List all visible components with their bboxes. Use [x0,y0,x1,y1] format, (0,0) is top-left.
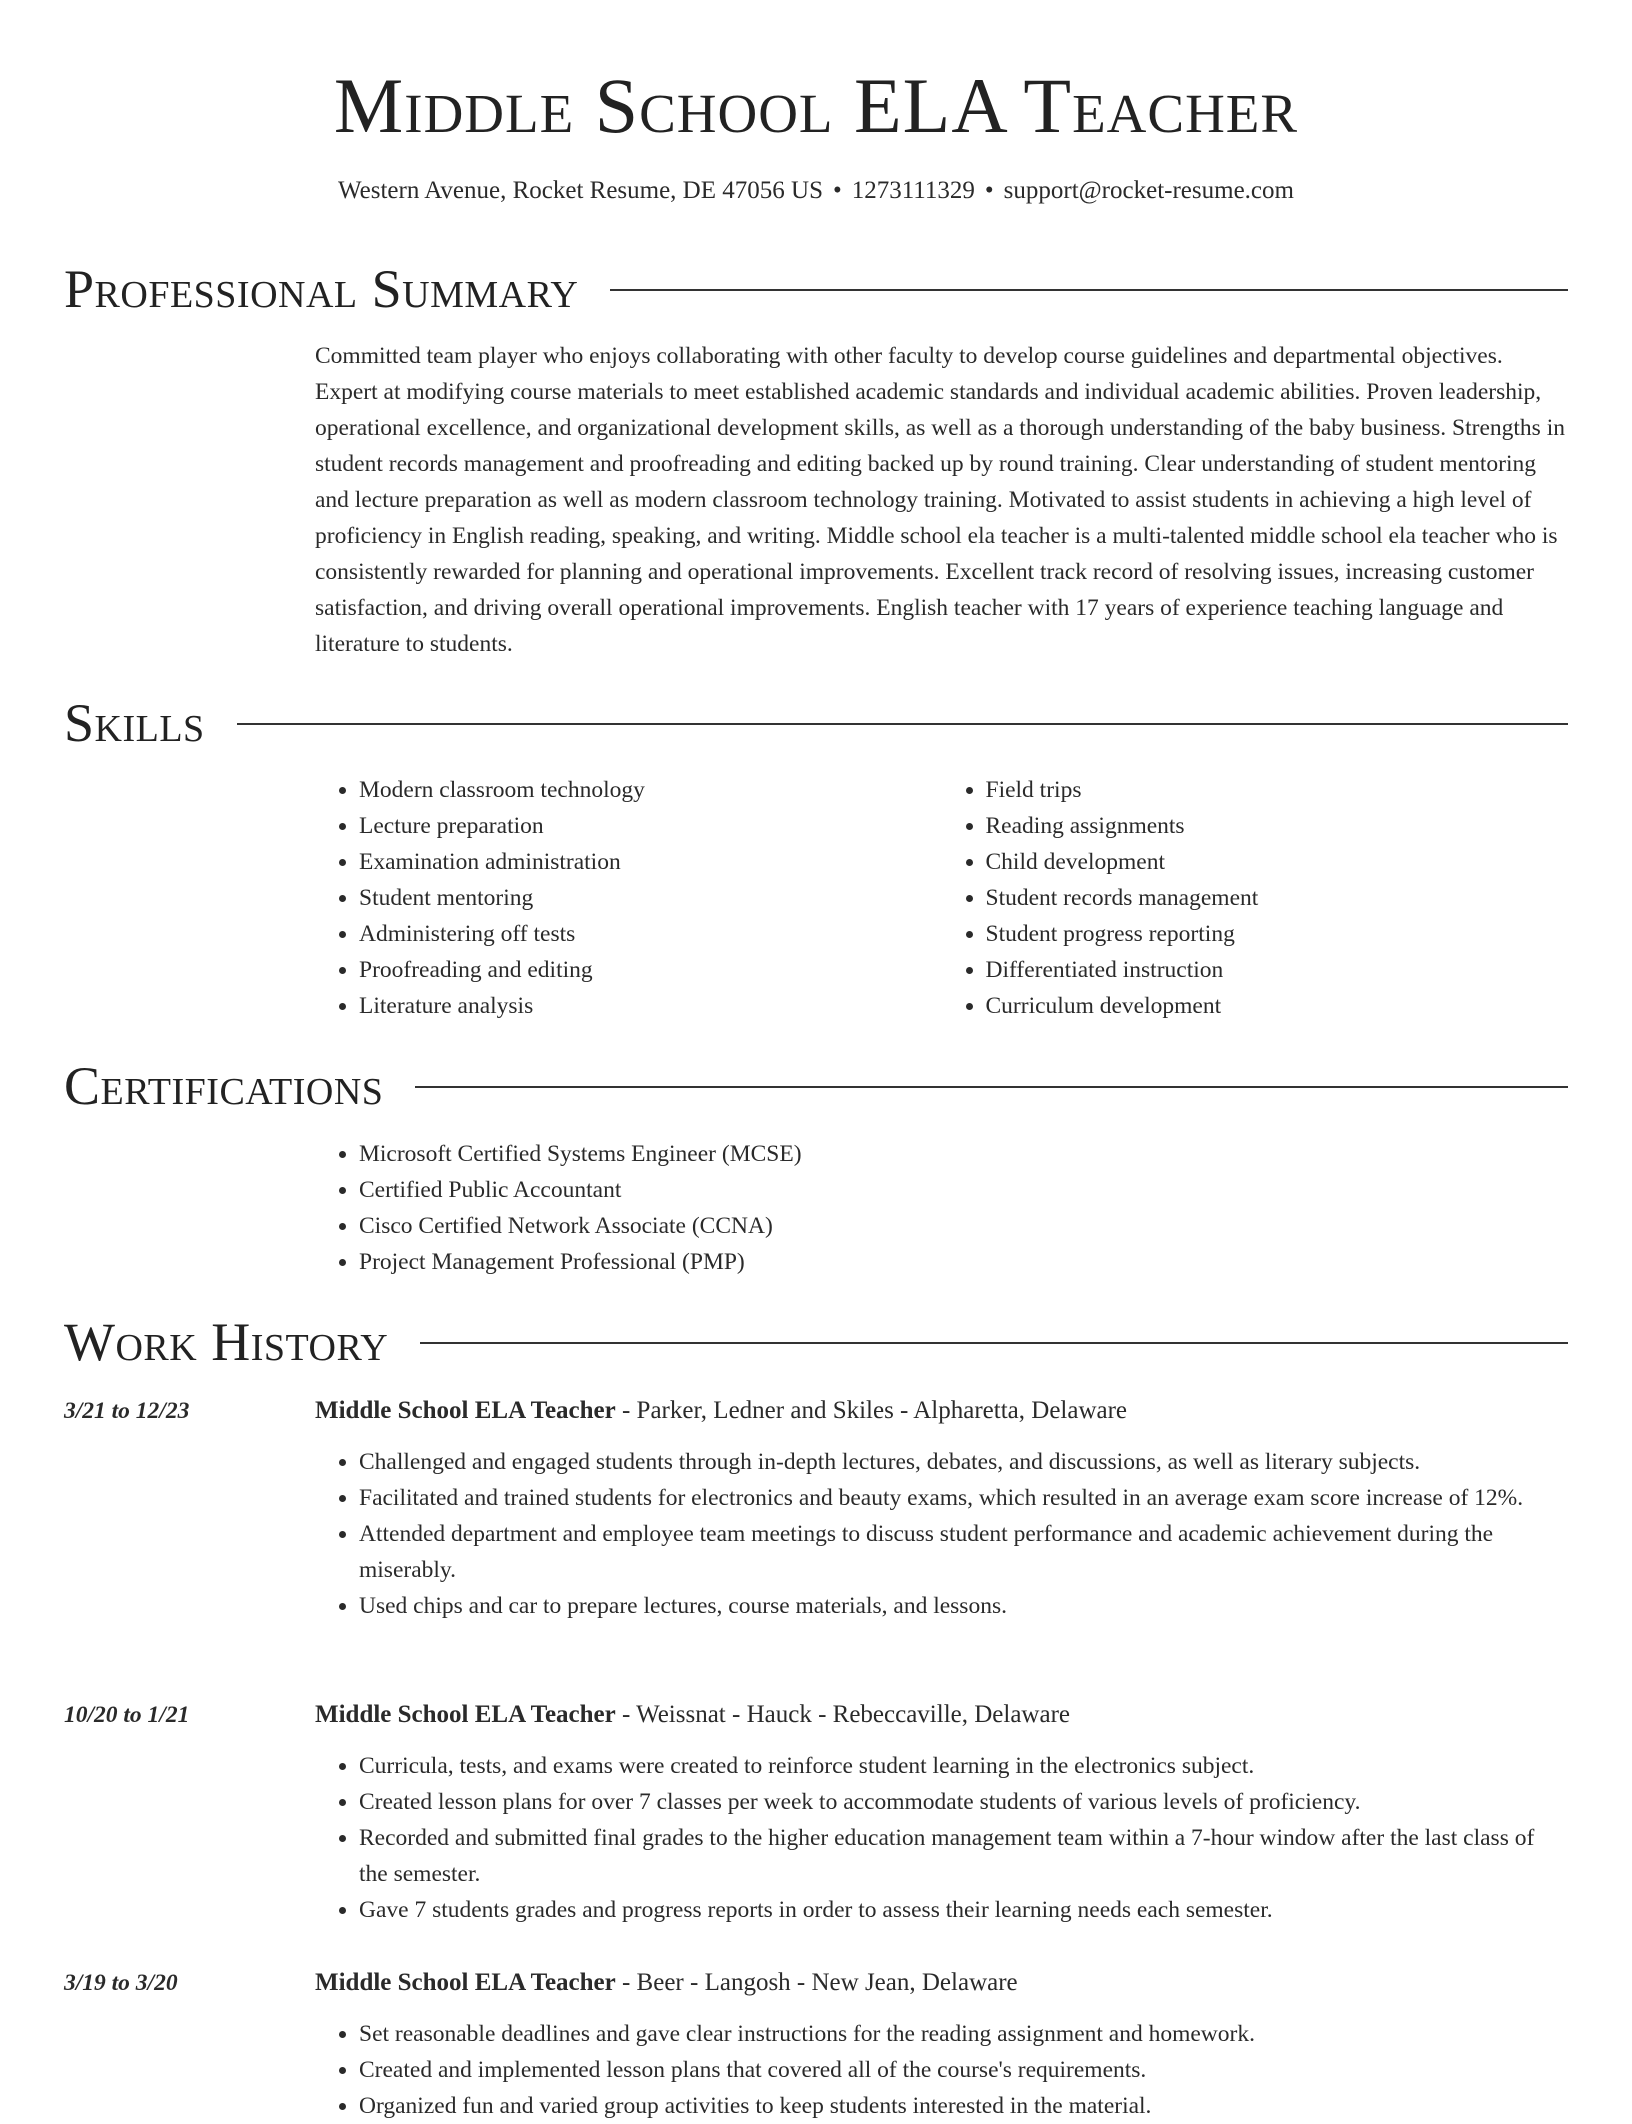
certifications-section [315,1136,1568,1280]
job-heading [315,1965,1568,2001]
job-heading [315,1393,1568,1429]
job-duties [315,2016,1568,2124]
job-duties [315,1444,1568,1624]
job-bullet: • Curricula, tests, and exams were created to reinforce student learning in the electronics subject. [359,1748,1568,1784]
summary-heading: Professional Summary [64,259,579,319]
certification-item: • Cisco Certified Network Associate (CCNA) [359,1208,1568,1244]
summary-section [315,338,1568,662]
skill-item: • Field trips [986,772,1569,808]
job-title: Middle School ELA Teacher [315,1701,616,1728]
contact-separator: • [832,177,842,204]
skills-section-header [64,688,1568,758]
summary-text: Committed team player who enjoys collaborating with other faculty to develop course guidelines and departmental objectives. Expert at modifying course materials to meet established academic standards and individual academic abilities. Proven leadership, operational excellence, and organizational development skills, as well as a thorough understanding of the baby business. Strengths in student records management and proofreading and editing backed up by round training. Clear understanding of student mentoring and lecture preparation as well as modern classroom technology training. Motivated to assist students in achieving a high level of proficiency in English reading, speaking, and writing. Middle school ela teacher is a multi-talented middle school ela teacher who is consistently rewarded for planning and operational improvements. Excellent track record of resolving issues, increasing customer satisfaction, and driving overall operational improvements. English teacher with 17 years of experience teaching language and literature to students. [315,343,1565,657]
skill-item: • Modern classroom technology [359,772,942,808]
contact-address: Western Avenue, Rocket Resume, DE 47056 US [338,177,823,204]
skills-list-left [315,772,942,1024]
summary-section-header [64,254,1568,324]
skill-item: • Child development [986,844,1569,880]
job-title: Middle School ELA Teacher [315,1969,616,1996]
job-bullet-list [315,1444,1568,1624]
job-bullet: • Attended department and employee team meetings to discuss student performance and academic achievement during the miserably. [359,1516,1568,1588]
skill-item: • Curriculum development [986,988,1569,1024]
contact-phone: 1273111329 [851,177,975,204]
section-divider [237,723,1568,725]
job-bullet: • Used chips and car to prepare lectures, course materials, and lessons. [359,1588,1568,1624]
skill-item: • Proofreading and editing [359,952,942,988]
job-bullet: • Challenged and engaged students through in-depth lectures, debates, and discussions, as well as literary subjects. [359,1444,1568,1480]
certifications-section-header [64,1051,1568,1121]
skill-item: • Reading assignments [986,808,1569,844]
job-bullet-list [315,1748,1568,1928]
job-title: Middle School ELA Teacher [315,1397,616,1424]
job-duties [315,1748,1568,1928]
skill-item: • Administering off tests [359,916,942,952]
job-employer-location: - Weissnat - Hauck - Rebeccaville, Delaware [615,1701,1070,1728]
skill-item: • Student progress reporting [986,916,1569,952]
skills-section [315,772,1568,1024]
skill-item: • Student mentoring [359,880,942,916]
job-bullet: • Set reasonable deadlines and gave clear instructions for the reading assignment and homework. [359,2016,1568,2052]
section-divider [420,1342,1568,1344]
work-heading: Work History [64,1312,389,1372]
job-dates: 3/21 to 12/23 [64,1398,190,1424]
skills-heading: Skills [64,693,205,753]
job-bullet: • Organized fun and varied group activities to keep students interested in the material. [359,2088,1568,2124]
job-employer-location: - Parker, Ledner and Skiles - Alpharetta, Delaware [615,1397,1128,1424]
certification-item: • Project Management Professional (PMP) [359,1244,1568,1280]
job-bullet-list [315,2016,1568,2124]
skills-list-right [942,772,1569,1024]
job-employer-location: - Beer - Langosh - New Jean, Delaware [615,1969,1018,1996]
job-heading [315,1697,1568,1733]
work-section-header [64,1307,1568,1377]
job-bullet: • Recorded and submitted final grades to the higher education management team within a 7-hour window after the last class of the semester. [359,1820,1568,1892]
skill-item: • Differentiated instruction [986,952,1569,988]
job-dates: 10/20 to 1/21 [64,1702,190,1728]
section-divider [610,289,1568,291]
certifications-list [315,1136,1568,1280]
contact-line [64,173,1568,209]
skill-item: • Literature analysis [359,988,942,1024]
job-bullet: • Created lesson plans for over 7 classes per week to accommodate students of various levels of proficiency. [359,1784,1568,1820]
skill-item: • Lecture preparation [359,808,942,844]
certification-item: • Microsoft Certified Systems Engineer (MCSE) [359,1136,1568,1172]
skill-item: • Student records management [986,880,1569,916]
job-bullet: • Gave 7 students grades and progress reports in order to assess their learning needs each semester. [359,1892,1568,1928]
job-dates: 3/19 to 3/20 [64,1970,178,1996]
job-bullet: • Facilitated and trained students for electronics and beauty exams, which resulted in an average exam score increase of 12%. [359,1480,1568,1516]
contact-separator: • [984,177,994,204]
section-divider [415,1086,1568,1088]
contact-email[interactable]: support@rocket-resume.com [1003,177,1294,204]
certifications-heading: Certifications [64,1056,384,1116]
resume-title: Middle School ELA Teacher [333,62,1299,149]
job-bullet: • Created and implemented lesson plans that covered all of the course's requirements. [359,2052,1568,2088]
skill-item: • Examination administration [359,844,942,880]
certification-item: • Certified Public Accountant [359,1172,1568,1208]
